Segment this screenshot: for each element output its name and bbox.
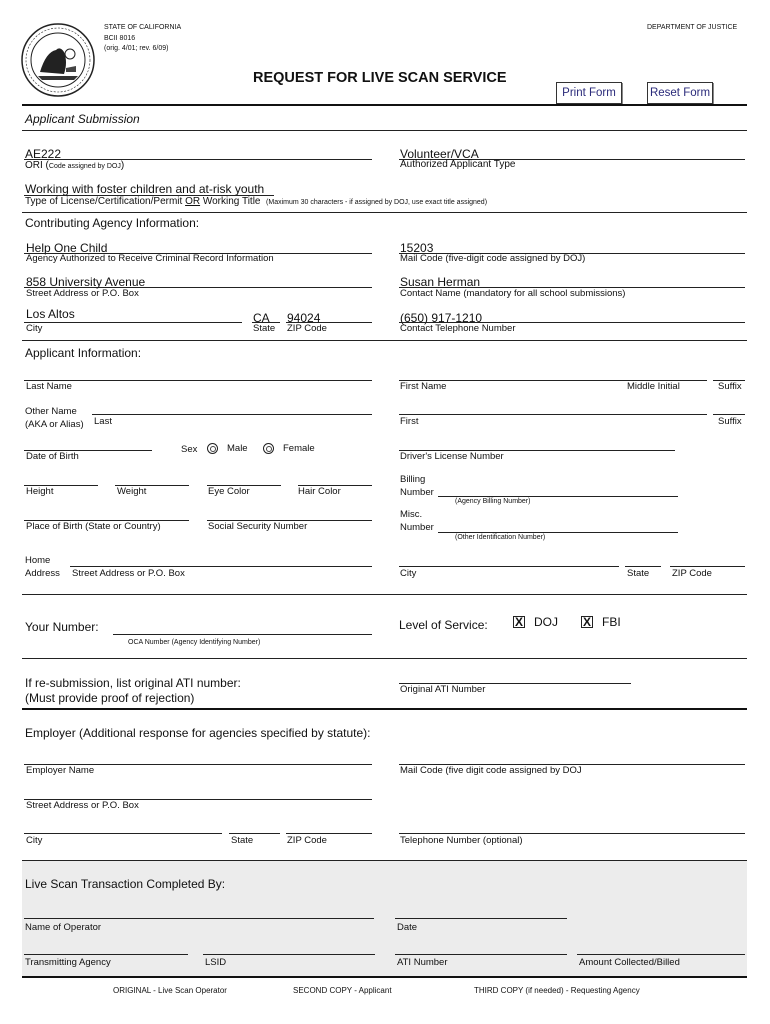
billing-number-label: Number (400, 487, 434, 498)
city-value[interactable]: Los Altos (26, 307, 75, 321)
employer-city-label: City (26, 835, 43, 846)
alias-suffix-label: Suffix (718, 416, 742, 427)
home-state-label: State (627, 568, 650, 579)
fbi-checkbox[interactable]: X (582, 615, 591, 629)
dob-label: Date of Birth (26, 451, 79, 462)
address-label: Address (25, 568, 60, 579)
zip-value[interactable]: 94024 (287, 311, 321, 325)
working-title-value[interactable]: Working with foster children and at-risk youth (25, 182, 265, 196)
working-title-label: Type of License/Certification/Permit OR Working Title (Maximum 30 characters - if assigned by DOJ, use exact title assigned) (25, 196, 488, 207)
applicant-type-label: Authorized Applicant Type (400, 159, 516, 170)
form-revision: (orig. 4/01; rev. 6/09) (104, 45, 169, 52)
resubmission-line1: If re-submission, list original ATI number: (25, 676, 241, 690)
department-label: DEPARTMENT OF JUSTICE (647, 24, 738, 31)
billing-note: (Agency Billing Number) (455, 498, 531, 505)
mail-code-value[interactable]: 15203 (400, 241, 434, 255)
zip-label: ZIP Code (287, 323, 327, 334)
page-title: REQUEST FOR LIVE SCAN SERVICE (253, 70, 507, 86)
live-scan-heading: Live Scan Transaction Completed By: (25, 877, 226, 891)
sex-female-radio[interactable] (263, 443, 274, 454)
agency-value[interactable]: Help One Child (26, 241, 108, 255)
operator-label: Name of Operator (25, 922, 102, 933)
mail-code-label: Mail Code (five-digit code assigned by DOJ) (400, 253, 586, 264)
agency-label: Agency Authorized to Receive Criminal Record Information (26, 253, 274, 264)
contact-value[interactable]: Susan Herman (400, 275, 481, 289)
resubmission-line2: (Must provide proof of rejection) (25, 691, 195, 705)
ori-value[interactable]: AE222 (25, 147, 62, 161)
ati-number-label: ATI Number (397, 957, 448, 968)
weight-label: Weight (117, 486, 147, 497)
original-ati-label: Original ATI Number (400, 684, 486, 695)
employer-heading: Employer (Additional response for agencies specified by statute): (25, 726, 371, 740)
home-street-label: Street Address or P.O. Box (72, 568, 185, 579)
doj-label: DOJ (534, 615, 558, 629)
eye-color-label: Eye Color (208, 486, 250, 497)
applicant-type-value[interactable]: Volunteer/VCA (400, 147, 479, 161)
footer-third: THIRD COPY (if needed) - Requesting Agency (474, 986, 640, 995)
alias-first-label: First (400, 416, 419, 427)
aka-label: (AKA or Alias) (25, 419, 84, 430)
height-label: Height (26, 486, 54, 497)
footer-second: SECOND COPY - Applicant (293, 986, 392, 995)
first-name-label: First Name (400, 381, 447, 392)
applicant-heading: Applicant Information: (25, 346, 142, 360)
ssn-label: Social Security Number (208, 521, 308, 532)
female-label: Female (283, 443, 315, 454)
doj-checkbox[interactable]: X (514, 615, 523, 629)
street-value[interactable]: 858 University Avenue (26, 275, 146, 289)
applicant-submission-heading: Applicant Submission (25, 112, 140, 126)
misc-label: Misc. (400, 509, 423, 520)
billing-label: Billing (400, 474, 426, 485)
phone-value[interactable]: (650) 917-1210 (400, 311, 483, 325)
male-label: Male (227, 443, 248, 454)
middle-initial-label: Middle Initial (627, 381, 680, 392)
street-label: Street Address or P.O. Box (26, 288, 139, 299)
home-city-label: City (400, 568, 417, 579)
sex-label: Sex (181, 444, 198, 455)
employer-state-label: State (231, 835, 254, 846)
california-seal-logo (20, 22, 96, 98)
misc-note: (Other Identification Number) (455, 534, 546, 541)
your-number-label: Your Number: (25, 620, 99, 634)
place-of-birth-label: Place of Birth (State or Country) (26, 521, 161, 532)
drivers-license-label: Driver's License Number (400, 451, 504, 462)
contact-label: Contact Name (mandatory for all school submissions) (400, 288, 626, 299)
state-value[interactable]: CA (253, 311, 270, 325)
alias-last-label: Last (94, 416, 112, 427)
date-label: Date (397, 922, 418, 933)
misc-number-label: Number (400, 522, 434, 533)
fbi-label: FBI (602, 615, 621, 629)
last-name-label: Last Name (26, 381, 72, 392)
lsid-label: LSID (205, 957, 227, 968)
reset-form-button[interactable]: Reset Form (647, 82, 713, 104)
employer-phone-label: Telephone Number (optional) (400, 835, 523, 846)
other-name-label: Other Name (25, 406, 77, 417)
level-of-service-label: Level of Service: (399, 618, 488, 632)
ori-label: ORI (Code assigned by DOJ) (25, 160, 125, 171)
oca-note: OCA Number (Agency Identifying Number) (128, 639, 261, 646)
amount-label: Amount Collected/Billed (579, 957, 680, 968)
sex-male-radio[interactable] (207, 443, 218, 454)
state-label: STATE OF CALIFORNIA (104, 24, 182, 31)
city-label: City (26, 323, 43, 334)
contributing-heading: Contributing Agency Information: (25, 216, 200, 230)
employer-street-label: Street Address or P.O. Box (26, 800, 139, 811)
employer-name-label: Employer Name (26, 765, 95, 776)
suffix-label: Suffix (718, 381, 742, 392)
phone-label: Contact Telephone Number (400, 323, 516, 334)
employer-zip-label: ZIP Code (287, 835, 327, 846)
footer-original: ORIGINAL - Live Scan Operator (113, 986, 227, 995)
employer-mail-code-label: Mail Code (five digit code assigned by DOJ (400, 765, 582, 776)
hair-color-label: Hair Color (298, 486, 341, 497)
form-number: BCII 8016 (104, 35, 136, 42)
state-label-field: State (253, 323, 276, 334)
transmitting-agency-label: Transmitting Agency (25, 957, 111, 968)
print-form-button[interactable]: Print Form (556, 82, 622, 104)
home-zip-label: ZIP Code (672, 568, 712, 579)
home-label: Home (25, 555, 51, 566)
